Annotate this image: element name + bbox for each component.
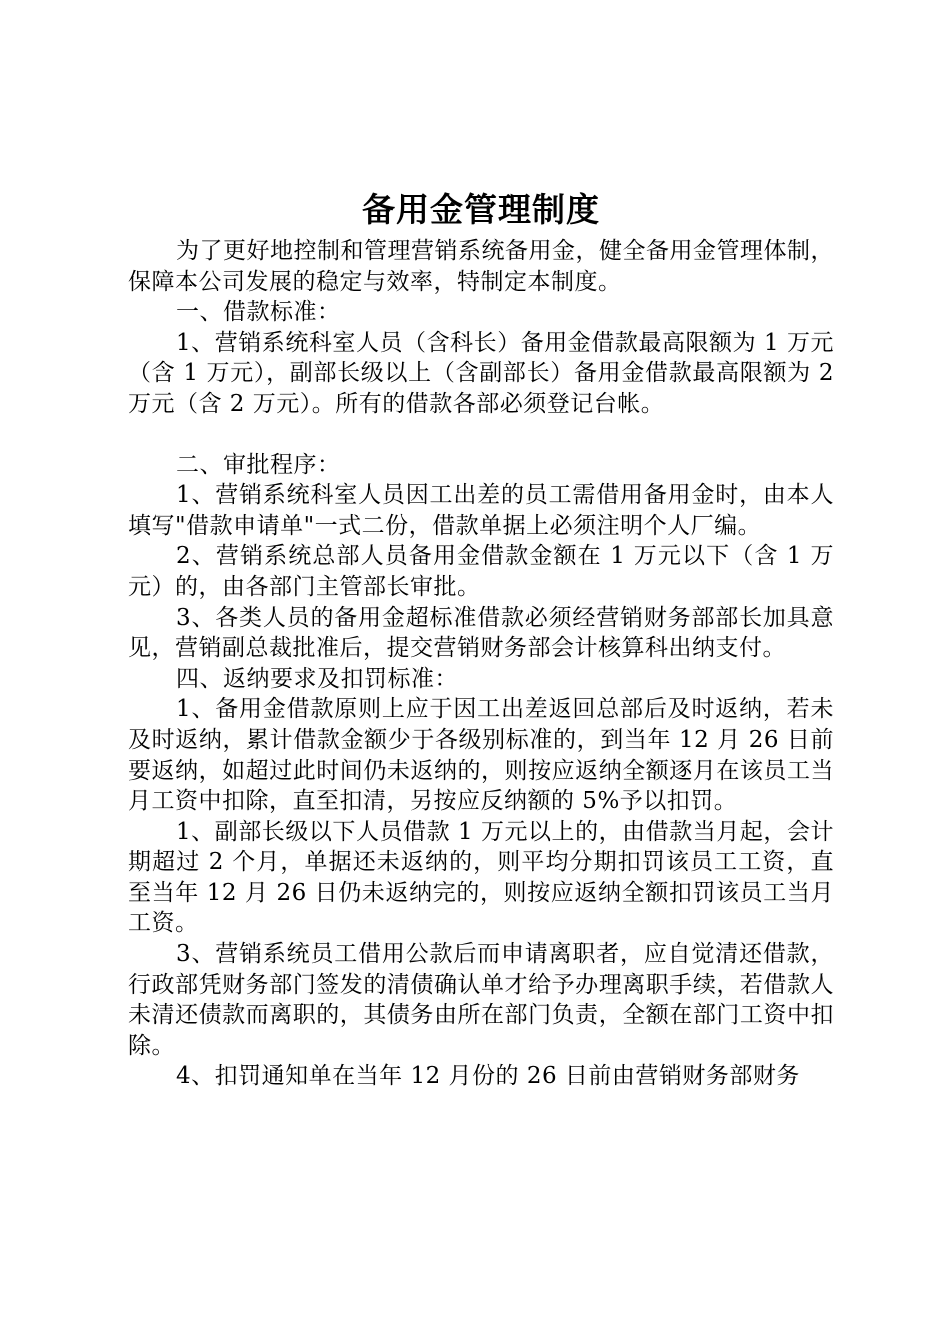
section-heading-approval: 二、审批程序：	[176, 451, 341, 478]
return-item-3: 3、营销系统员工借用公款后而申请离职者，应自觉清还借款，行政部凭财务部门签发的清债确认单才给予办理离职手续，若借款人未清还债款而离职的，其债务由所在部门负责，全额在部门工资中扣除。	[128, 941, 834, 1059]
return-item-4: 4、扣罚通知单在当年 12 月份的 26 日前由营销财务部财务	[176, 1063, 800, 1090]
loan-standard-item-1: 1、营销系统科室人员（含科长）备用金借款最高限额为 1 万元（含 1 万元），副部长级以上（含副部长）备用金借款最高限额为 2 万元（含 2 万元）。所有的借款各部必须登记台帐。	[128, 329, 834, 417]
return-item-1: 1、备用金借款原则上应于因工出差返回总部后及时返纳，若未及时返纳，累计借款金额少于各级别标准的，到当年 12 月 26 日前要返纳，如超过此时间仍未返纳的，则按应返纳全额逐月在该员工当月工资中扣除，直至扣清，另按应反纳额的 5%予以扣罚。	[128, 696, 834, 815]
approval-item-3: 3、各类人员的备用金超标准借款必须经营销财务部部长加具意见，营销副总裁批准后，提交营销财务部会计核算科出纳支付。	[128, 604, 834, 662]
section-heading-return: 四、返纳要求及扣罚标准：	[176, 665, 458, 692]
intro-paragraph: 为了更好地控制和管理营销系统备用金，健全备用金管理体制，保障本公司发展的稳定与效率，特制定本制度。	[128, 238, 834, 295]
document-page	[128, 188, 834, 1092]
return-item-1b: 1、副部长级以下人员借款 1 万元以上的，由借款当月起，会计期超过 2 个月，单据还未返纳的，则平均分期扣罚该员工工资，直至当年 12 月 26 日仍未返纳完的，则按应返纳全额扣罚该员工当月工资。	[128, 818, 834, 937]
document-title: 备用金管理制度	[362, 190, 600, 229]
blank-line	[128, 420, 834, 450]
approval-item-1: 1、营销系统科室人员因工出差的员工需借用备用金时，由本人填写"借款申请单"一式二份，借款单据上必须注明个人厂编。	[128, 482, 834, 539]
section-heading-loan-standard: 一、借款标准：	[176, 299, 341, 326]
approval-item-2: 2、营销系统总部人员备用金借款金额在 1 万元以下（含 1 万元）的，由各部门主管部长审批。	[128, 543, 834, 600]
